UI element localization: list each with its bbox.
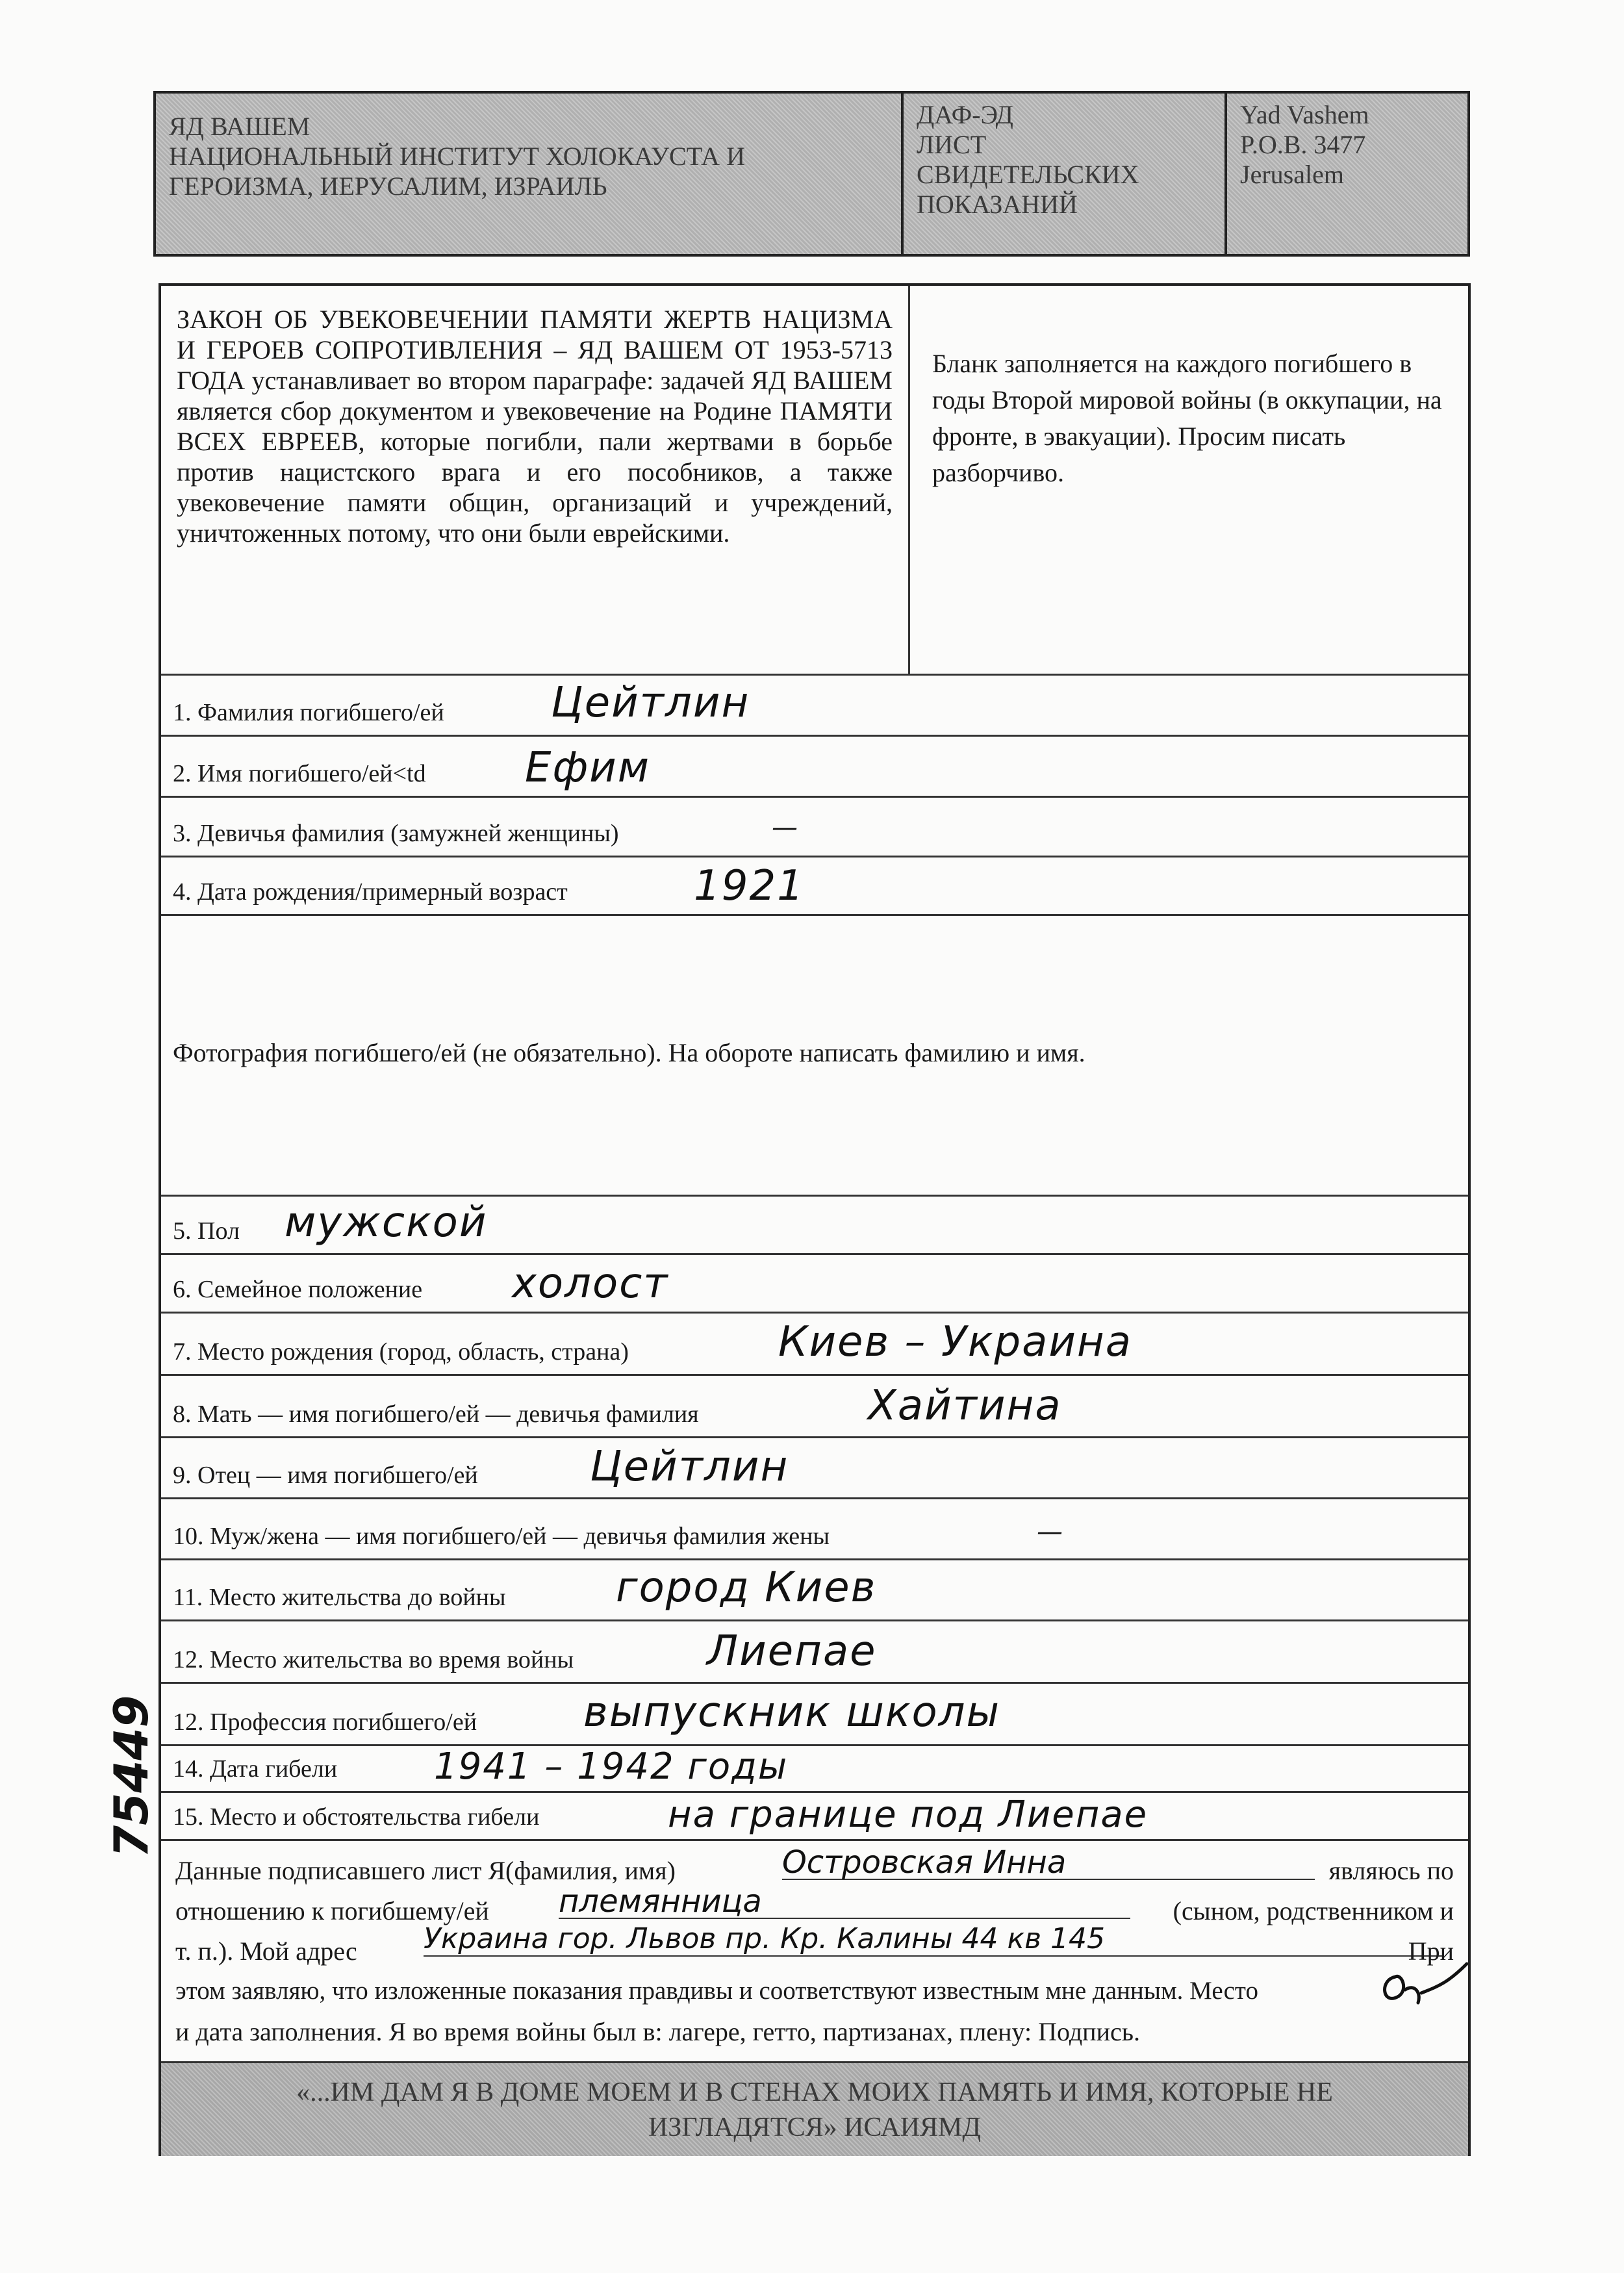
declaration-section [161, 1841, 1468, 2063]
address-field[interactable]: Украина гор. Львов пр. Кр. Калины 44 кв 145 [424, 1923, 1443, 1957]
field-row-death-date [161, 1746, 1468, 1793]
field-row-maiden-name [161, 798, 1468, 857]
field-value[interactable]: 1921 [694, 862, 805, 910]
field-value[interactable]: Цейтлин [590, 1443, 789, 1491]
quote-line: ИЗГЛАДЯТСЯ» ИСАИЯМД [648, 2113, 982, 2142]
instructions-text: Бланк заполняется на каждого погибшего в годы Второй мировой войны (в оккупации, на фронте, в эвакуации). Просим писать разборчиво. [932, 349, 1442, 487]
field-row-birth-date [161, 857, 1468, 916]
header-mid-line: ПОКАЗАНИЙ [917, 190, 1078, 219]
field-label: 5. Пол [173, 1217, 240, 1245]
field-label: 12. Профессия погибшего/ей [173, 1708, 477, 1736]
field-value[interactable]: город Киев [616, 1564, 877, 1612]
field-row-birthplace [161, 1314, 1468, 1376]
intro-section [161, 286, 1468, 676]
field-label: 2. Имя погибшего/ей<td [173, 760, 426, 787]
testimony-form [159, 283, 1471, 2156]
field-row-residence-prewar [161, 1560, 1468, 1621]
field-value[interactable]: Киев – Украина [778, 1318, 1132, 1366]
field-value[interactable]: Ефим [525, 744, 651, 792]
field-row-death-place [161, 1793, 1468, 1841]
field-value[interactable]: на границе под Лиепае [668, 1794, 1148, 1836]
field-value[interactable]: — [1037, 1517, 1064, 1547]
declaration-text: отношению к погибшему/ей [175, 1896, 489, 1925]
header-mid-line: ДАФ-ЭД [917, 100, 1013, 129]
field-row-spouse [161, 1499, 1468, 1560]
field-label: 1. Фамилия погибшего/ей [173, 699, 444, 726]
field-label: 9. Отец — имя погибшего/ей [173, 1462, 478, 1489]
field-label: 10. Муж/жена — имя погибшего/ей — девичья фамилия жены [173, 1523, 830, 1550]
header-right-line: Yad Vashem [1240, 100, 1369, 129]
institute-name [156, 94, 904, 254]
signer-name-field[interactable]: Островская Инна [782, 1846, 1315, 1880]
header-right-line: P.O.B. 3477 [1240, 130, 1366, 159]
declaration-text: Данные подписавшего лист Я(фамилия, имя) [175, 1856, 676, 1885]
field-row-surname [161, 676, 1468, 737]
field-row-mother [161, 1376, 1468, 1438]
declaration-text: этом заявляю, что изложенные показания правдивы и соответствуют известным мне данным. Место [175, 1977, 1258, 2005]
declaration-text: являюсь по [1328, 1856, 1454, 1885]
field-row-first-name [161, 737, 1468, 798]
header-right-line: Jerusalem [1240, 160, 1344, 189]
declaration-text: т. п.). Мой адрес [175, 1936, 357, 1966]
footer-quote [161, 2063, 1468, 2156]
header-mid-line: ЛИСТ [917, 130, 987, 159]
archive-number-text: 75449 [104, 1695, 159, 1858]
relation-field[interactable]: племянница [559, 1885, 1130, 1919]
declaration-text: (сыном, родственником и [1173, 1896, 1454, 1925]
field-value[interactable]: выпускник школы [583, 1688, 1001, 1736]
header-left-line: ЯД ВАШЕМ [169, 112, 311, 141]
field-label: 4. Дата рождения/примерный возраст [173, 878, 568, 906]
quote-line: «...ИМ ДАМ Я В ДОМЕ МОЕМ И В СТЕНАХ МОИХ ПАМЯТЬ И ИМЯ, КОТОРЫЕ НЕ [296, 2077, 1333, 2107]
field-value[interactable]: — [772, 813, 799, 843]
field-label: 11. Место жительства до войны [173, 1584, 506, 1611]
field-value[interactable]: мужской [285, 1199, 488, 1247]
form-title [904, 94, 1227, 254]
declaration-text: При [1408, 1936, 1454, 1966]
header-left-line: НАЦИОНАЛЬНЫЙ ИНСТИТУТ ХОЛОКАУСТА И [169, 142, 745, 171]
field-label: 7. Место рождения (город, область, страна) [173, 1338, 629, 1365]
header-left-line: ГЕРОИЗМА, ИЕРУСАЛИМ, ИЗРАИЛЬ [169, 171, 607, 201]
declaration-text: и дата заполнения. Я во время войны был в: лагере, гетто, партизанах, плену: Подпись. [175, 2017, 1140, 2046]
institute-address [1227, 94, 1467, 254]
field-row-father [161, 1438, 1468, 1499]
field-label: 6. Семейное положение [173, 1276, 423, 1303]
field-value[interactable]: Лиепае [707, 1627, 877, 1675]
field-label: 15. Место и обстоятельства гибели [173, 1803, 540, 1831]
field-value[interactable]: Хайтина [868, 1382, 1062, 1430]
field-row-gender [161, 1197, 1468, 1255]
field-value[interactable]: холост [512, 1260, 669, 1308]
field-label: 14. Дата гибели [173, 1755, 338, 1783]
field-row-residence-war [161, 1621, 1468, 1684]
form-header [153, 91, 1470, 257]
field-value[interactable]: 1941 – 1942 годы [434, 1746, 789, 1788]
field-label: 8. Мать — имя погибшего/ей — девичья фамилия [173, 1401, 699, 1428]
photo-label: Фотография погибшего/ей (не обязательно). На обороте написать фамилию и имя. [173, 1038, 1085, 1067]
field-row-marital-status [161, 1255, 1468, 1314]
field-label: 12. Место жительства во время войны [173, 1646, 574, 1673]
signature [1376, 1957, 1473, 2009]
field-row-profession [161, 1684, 1468, 1746]
field-label: 3. Девичья фамилия (замужней женщины) [173, 820, 619, 847]
header-mid-line: СВИДЕТЕЛЬСКИХ [917, 160, 1139, 189]
law-text: ЗАКОН ОБ УВЕКОВЕЧЕНИИ ПАМЯТИ ЖЕРТВ НАЦИЗМА И ГЕРОЕВ СОПРОТИВЛЕНИЯ – ЯД ВАШЕМ ОТ 1953-5713 ГОДА устанавливает во втором параграфе: задачей ЯД ВАШЕМ является сбор документом и увековечение на Родине ПАМЯТИ ВСЕХ ЕВРЕЕВ, которые погибли, пали жертвами в борьбе против нацистского врага и его пособников, а также увековечение памяти общин, организаций и учреждений, уничтоженных потому, что они были еврейскими. [161, 286, 910, 674]
field-value[interactable]: Цейтлин [551, 679, 750, 727]
